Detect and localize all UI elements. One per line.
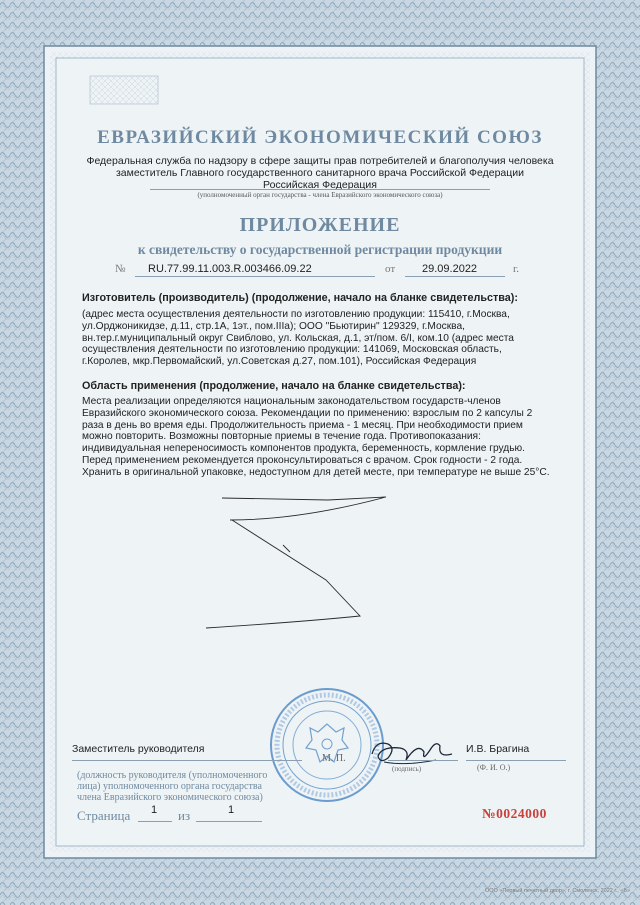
appendix-title: ПРИЛОЖЕНИЕ: [239, 214, 401, 236]
of-label: из: [178, 808, 191, 823]
text-line: можно повторить. Возможны повторные приемы в течение года. Противопоказания:: [82, 431, 481, 443]
role-caption: [77, 770, 302, 803]
text-line: г.Королев, мкр.Первомайский, ул.Советская д.27, пом.101), Российская Федерация: [82, 356, 477, 368]
caption-line: лица) уполномоченного органа государства: [77, 781, 262, 792]
divider: [466, 760, 566, 761]
page-current: 1: [151, 804, 158, 816]
signatory-name: И.В. Брагина: [466, 743, 530, 755]
text-line: Хранить в оригинальной упаковке, недоступном для детей месте, при температуре не выше 25°С.: [82, 466, 550, 478]
name-caption: (Ф. И. О.): [477, 763, 511, 772]
text-line: Перед применением рекомендуется проконсультироваться с врачом. Срок годности - 2 года.: [82, 454, 523, 466]
agency-line: заместитель Главного государственного санитарного врача Российской Федерации: [115, 167, 525, 179]
application-heading: Область применения (продолжение, начало на бланке свидетельства):: [82, 380, 466, 392]
caption-line: члена Евразийского экономического союза): [77, 792, 263, 803]
divider: [72, 760, 302, 761]
text-line: (адрес места осуществления деятельности по изготовлению продукции: 115410, г.Москва,: [82, 309, 510, 320]
appendix-subtitle: к свидетельству о государственной регистрации продукции: [137, 242, 503, 257]
registration-date: 29.09.2022: [422, 263, 478, 275]
signature-caption: (подпись): [392, 765, 422, 773]
caption-line: (должность руководителя (уполномоченного: [77, 770, 268, 781]
manufacturer-heading: Изготовитель (производитель) (продолжение, начало на бланке свидетельства):: [82, 292, 518, 304]
page-label: Страница: [77, 808, 131, 823]
text-line: ул.Орджоникидзе, д.11, стр.1А, 1эт., пом.IIIа); ООО "Бьютирин" 129329, г.Москва,: [82, 320, 465, 332]
registration-number: RU.77.99.11.003.R.003466.09.22: [148, 263, 312, 275]
stamp-place-mark: М. П.: [322, 753, 346, 764]
text-line: Евразийского экономического союза. Рекомендации по применению: взрослым по 2 капсулы 2: [82, 407, 533, 419]
page-total: 1: [228, 804, 235, 816]
divider: [138, 821, 172, 822]
text-line: Места реализации определяются национальным законодательством государств-членов: [82, 396, 501, 407]
text-line: вн.тер.г.муниципальный округ Свиблово, ул. Кольская, д.1, эт/пом. 6/I, ком.10 (адрес места: [82, 332, 514, 344]
form-serial-number: №0024000: [482, 806, 547, 821]
divider: [196, 821, 262, 822]
signatory-role: Заместитель руководителя: [72, 743, 205, 755]
year-suffix: г.: [513, 263, 520, 275]
text-line: индивидуальная непереносимость компонентов продукта, беременность, кормление грудью.: [82, 443, 526, 455]
number-sign: №: [115, 263, 126, 275]
authority-caption: (уполномоченный орган государства - члена Евразийского экономического союза): [197, 191, 443, 199]
from-label: от: [385, 263, 396, 275]
divider: [388, 760, 458, 761]
printer-imprint: ООО «Первый печатный двор», г. Смоленск, 2022 г., «Б»: [484, 888, 630, 894]
agency-line: Федеральная служба по надзору в сфере защиты прав потребителей и благополучия человека: [86, 155, 554, 167]
union-title: ЕВРАЗИЙСКИЙ ЭКОНОМИЧЕСКИЙ СОЮЗ: [97, 127, 543, 148]
text-line: раза в день во время еды. Продолжительность приема - 1 месяц. При необходимости прием: [82, 419, 523, 431]
text-line: осуществления деятельности по изготовлению продукции: 141069, Московская область,: [82, 344, 502, 356]
agency-line: Российская Федерация: [263, 179, 377, 191]
